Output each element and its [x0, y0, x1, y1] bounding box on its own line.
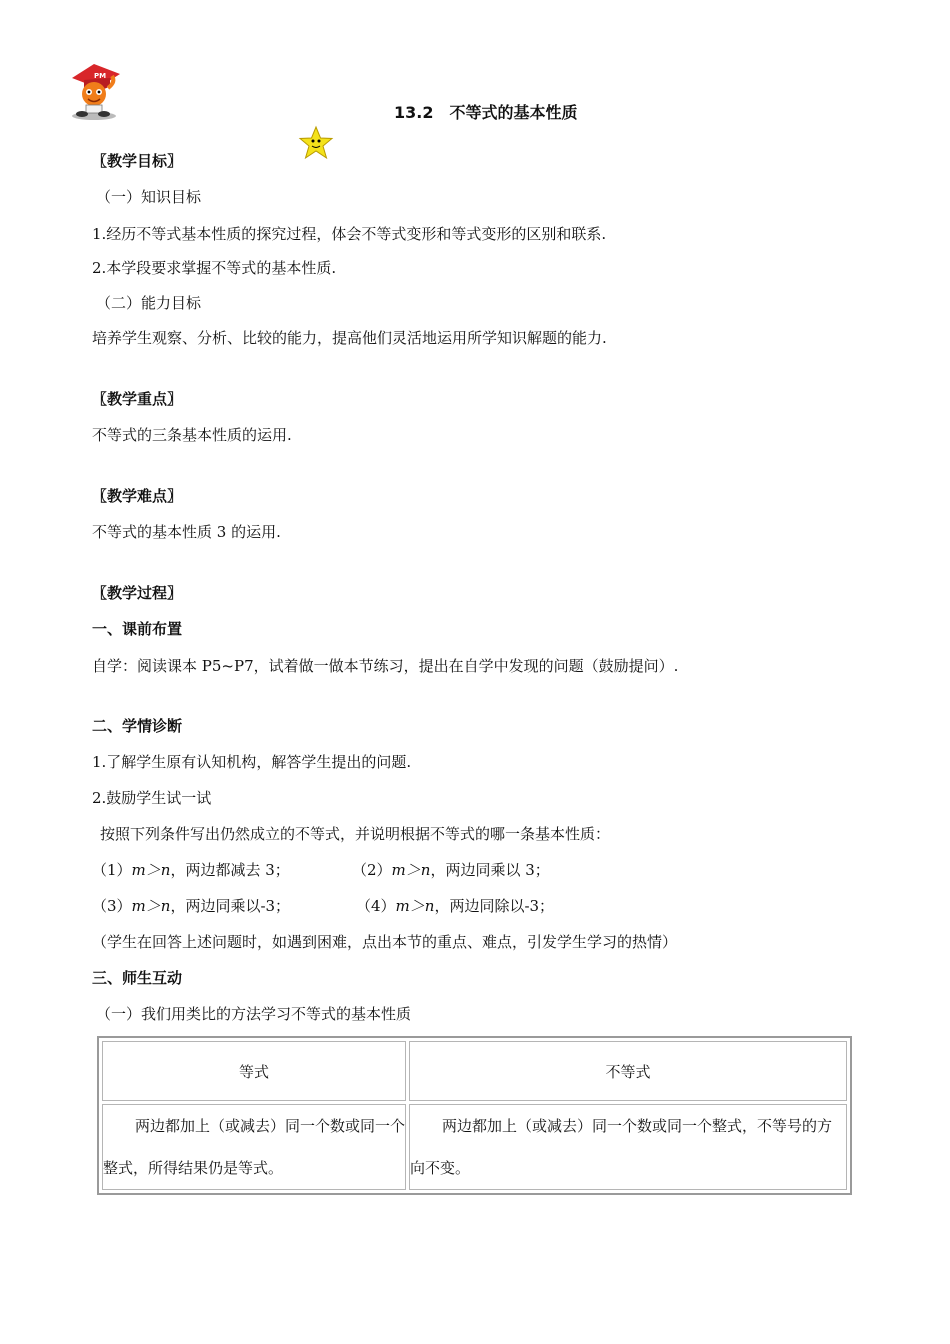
difficulties-heading: 〖教学难点〗 [92, 487, 183, 505]
exercise-3-rest: ，两边同乘以-3； [170, 897, 291, 915]
objectives-heading: 〖教学目标〗 [92, 152, 183, 170]
exercise-2-var: m＞n [391, 861, 431, 879]
difficulties-text: 不等式的基本性质 3 的运用. [92, 523, 281, 541]
section-3-heading: 三、师生互动 [92, 969, 183, 987]
ability-heading: （二）能力目标 [96, 294, 202, 312]
exercise-4-num: （4） [356, 897, 396, 915]
knowledge-heading: （一）知识目标 [96, 188, 202, 206]
exercise-4-var: m＞n [395, 897, 435, 915]
process-heading: 〖教学过程〗 [92, 584, 183, 602]
table-row [102, 1104, 847, 1190]
exercise-2-rest: ，两边同乘以 3； [430, 861, 550, 879]
table-cell-inequality: 两边都加上（或减去）同一个数或同一个整式，不等号的方向不变。 [409, 1104, 847, 1190]
exercise-3-var: m＞n [131, 897, 171, 915]
knowledge-item-2: 2.本学段要求掌握不等式的基本性质. [92, 259, 337, 277]
exercise-3-num: （3） [92, 897, 132, 915]
page-title: 13.2 不等式的基本性质 [394, 103, 578, 122]
section-2-heading: 二、学情诊断 [92, 717, 183, 735]
star-mascot-icon [297, 125, 335, 161]
comparison-table [97, 1036, 852, 1195]
table-header-inequality: 不等式 [409, 1041, 847, 1101]
section-1-heading: 一、课前布置 [92, 620, 183, 638]
svg-text:PM: PM [94, 72, 107, 80]
table-header-row [102, 1041, 847, 1101]
exercise-2-num: （2） [352, 861, 392, 879]
section-2-line-3: 按照下列条件写出仍然成立的不等式，并说明根据不等式的哪一条基本性质： [100, 825, 611, 843]
knowledge-item-1: 1.经历不等式基本性质的探究过程，体会不等式变形和等式变形的区别和联系. [92, 225, 607, 243]
section-1-text: 自学：阅读课本 P5~P7，试着做一做本节练习，提出在自学中发现的问题（鼓励提问）. [92, 657, 679, 675]
table-header-equation: 等式 [102, 1041, 406, 1101]
mascot-logo [64, 58, 126, 122]
section-3-line-1: （一）我们用类比的方法学习不等式的基本性质 [96, 1005, 412, 1023]
exercise-1-var: m＞n [131, 861, 171, 879]
key-points-text: 不等式的三条基本性质的运用. [92, 426, 292, 444]
section-2-line-2: 2.鼓励学生试一试 [92, 789, 212, 807]
key-points-heading: 〖教学重点〗 [92, 390, 183, 408]
exercise-1-num: （1） [92, 861, 132, 879]
ability-item-1: 培养学生观察、分析、比较的能力，提高他们灵活地运用所学知识解题的能力. [92, 329, 607, 347]
exercise-4-rest: ，两边同除以-3； [434, 897, 555, 915]
table-cell-equation: 两边都加上（或减去）同一个数或同一个整式，所得结果仍是等式。 [102, 1104, 406, 1190]
section-2-note: （学生在回答上述问题时，如遇到困难，点出本节的重点、难点，引发学生学习的热情） [92, 933, 678, 951]
exercise-1-rest: ，两边都减去 3； [170, 861, 290, 879]
section-2-line-1: 1.了解学生原有认知机构，解答学生提出的问题. [92, 753, 412, 771]
exercise-2 [352, 860, 550, 880]
exercise-1 [92, 860, 290, 880]
exercise-4 [356, 896, 554, 916]
exercise-3 [92, 896, 290, 916]
